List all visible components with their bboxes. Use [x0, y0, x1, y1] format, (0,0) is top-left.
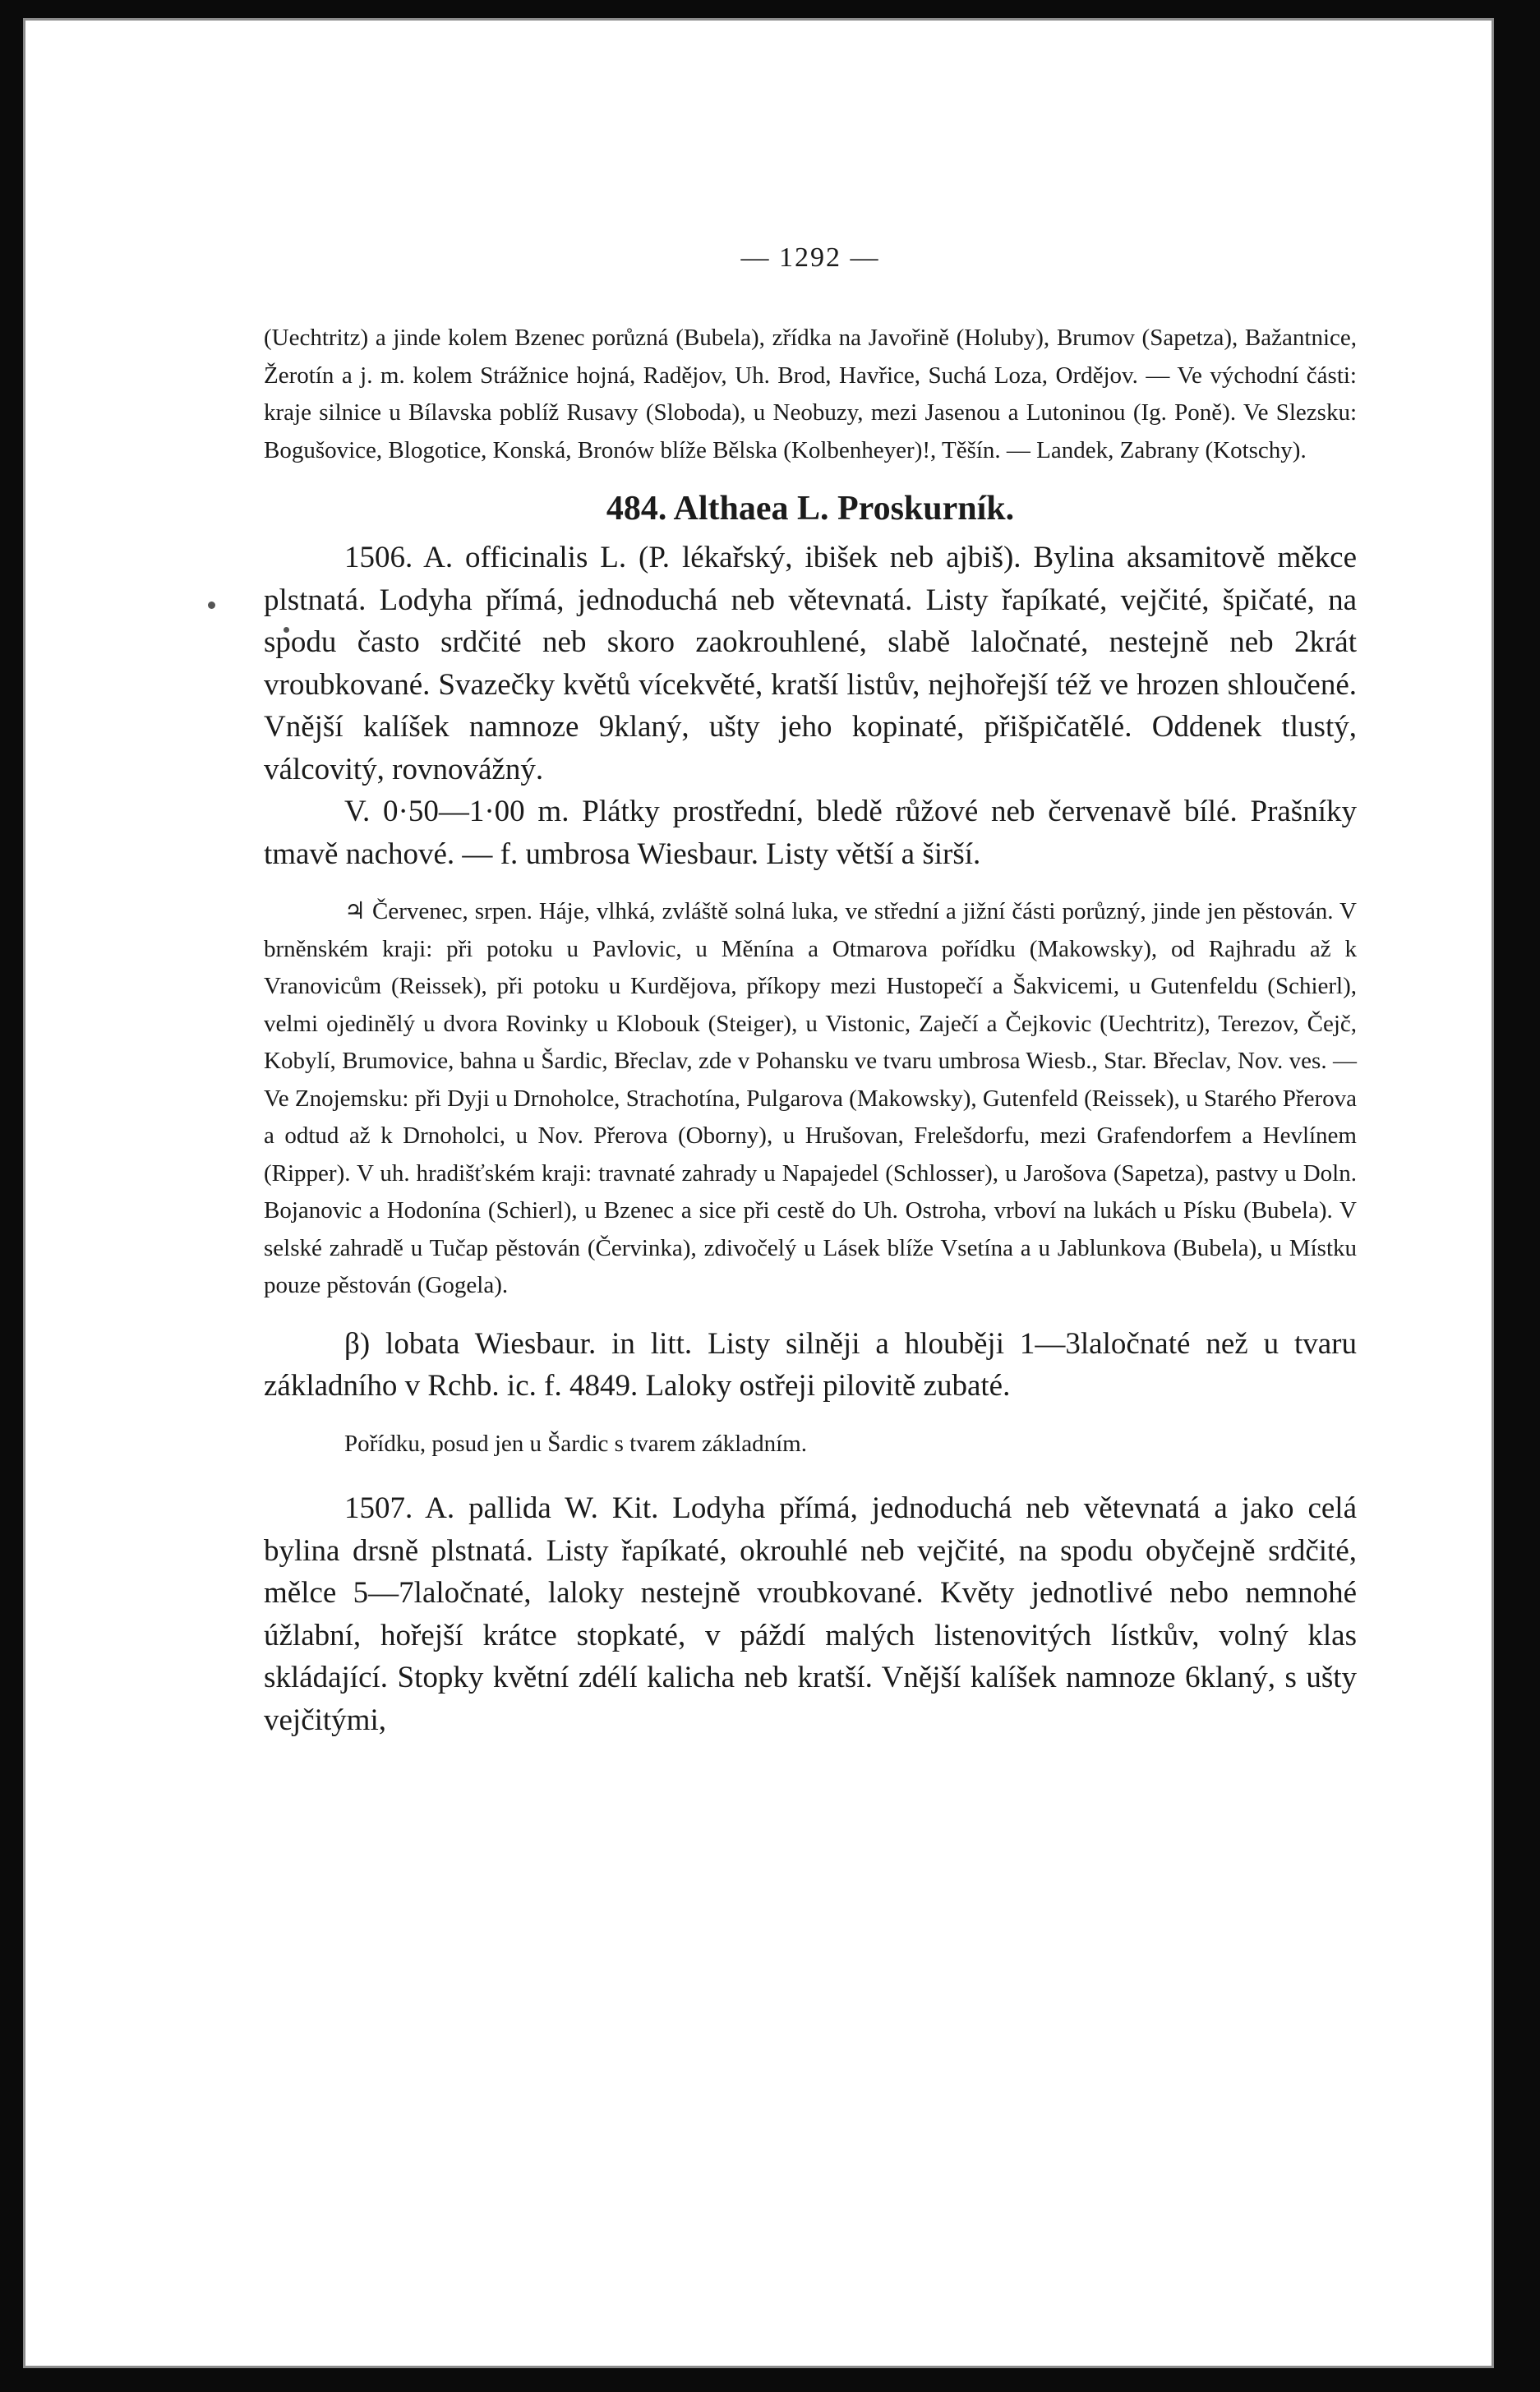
variety-beta-note: Pořídku, posud jen u Šardic s tvarem základním.	[344, 1430, 807, 1457]
scanned-page	[23, 18, 1494, 2368]
species-1506-description: 1506. A. officinalis L. (P. lékařský, ibišek neb ajbiš). Bylina aksamitově měkce plstnatá. Lodyha přímá, jednoduchá neb větevnatá. Listy řapíkaté, vejčité, špičaté, na spodu často srdčité neb skoro zaokrouhlené, slabě laločnaté, nestejně neb 2krát vroubkované. Svazečky květů vícekvěté, kratší listův, nejhořejší též ve hrozen shloučené. Vnější kalíšek namnoze 9klaný, ušty jeho kopinaté, přišpičatělé. Oddenek tlustý, válcovitý, rovnovážný.	[264, 541, 1357, 786]
species-1506-habitat: ♃ Červenec, srpen. Háje, vlhká, zvláště solná luka, ve střední a jižní části porůzný, jinde jen pěstován. V brněnském kraji: při potoku u Pavlovic, u Měnína a Otmarova pořídku (Makowsky), od Rajhradu až k Vranovicům (Reissek), při potoku u Kurdějova, příkopy mezi Hustopečí a Šakvicemi, u Gutenfeldu (Schierl), velmi ojedinělý u dvora Rovinky u Klobouk (Steiger), u Vistonic, Zaječí a Čejkovic (Uechtritz), Terezov, Čejč, Kobylí, Brumovice, bahna u Šardic, Břeclav, zde v Pohansku ve tvaru umbrosa Wiesb., Star. Břeclav, Nov. ves. — Ve Znojemsku: při Dyji u Drnoholce, Strachotína, Pulgarova (Makowsky), Gutenfeld (Reissek), u Starého Přerova a odtud až k Drnoholci, u Nov. Přerova (Oborny), u Hrušovan, Frelešdorfu, mezi Grafendorfem a Hevlínem (Ripper). V uh. hradišťském kraji: travnaté zahrady u Napajedel (Schlosser), u Jarošova (Sapetza), pastvy u Doln. Bojanovic a Hodonína (Schierl), u Bzenec a sice při cestě do Uh. Ostroha, vrboví na lukách u Písku (Bubela). V selské zahradě u Tučap pěstován (Červinka), zdivočelý u Lásek blíže Vsetína a u Jablunkova (Bubela), u Místku pouze pěstován (Gogela).	[264, 898, 1357, 1298]
page-number: — 1292 —	[740, 242, 880, 273]
page-text	[264, 242, 1357, 1741]
intro-paragraph: (Uechtritz) a jinde kolem Bzenec porůzná (Bubela), zřídka na Javořině (Holuby), Brumov (Sapetza), Bažantnice, Žerotín a j. m. kolem Strážnice hojná, Radějov, Uh. Brod, Havřice, Suchá Loza, Ordějov. — Ve východní části: kraje silnice u Bílavska poblíž Rusavy (Sloboda), u Neobuzy, mezi Jasenou a Lutoninou (Ig. Poně). Ve Slezsku: Bogušovice, Blogotice, Konská, Bronów blíže Bělska (Kolbenheyer)!, Těšín. — Landek, Zabrany (Kotschy).	[264, 325, 1357, 463]
species-1507-description: 1507. A. pallida W. Kit. Lodyha přímá, jednoduchá neb větevnatá a jako celá bylina drsně plstnatá. Listy řapíkaté, okrouhlé neb vejčité, na spodu obyčejně srdčité, mělce 5—7laločnaté, laloky nestejně vroubkované. Květy jednotlivé nebo nemnohé úžlabní, hořejší krátce stopkaté, v páždí malých listenovitých lístkův, volný klas skládající. Stopky květní zdélí kalicha neb kratší. Vnější kalíšek namnoze 6klaný, s ušty vejčitými,	[264, 1491, 1357, 1737]
variety-beta-lobata: β) lobata Wiesbaur. in litt. Listy silněji a hlouběji 1—3laločnaté než u tvaru základního v Rchb. ic. f. 4849. Laloky ostřeji pilovitě zubaté.	[264, 1326, 1357, 1403]
margin-dot	[208, 601, 215, 609]
species-1506-size: V. 0·50—1·00 m. Plátky prostřední, bledě růžové neb červenavě bílé. Prašníky tmavě nachové. — f. umbrosa Wiesbaur. Listy větší a širší.	[264, 795, 1357, 871]
genus-heading: 484. Althaea L. Proskurník.	[606, 490, 1015, 528]
